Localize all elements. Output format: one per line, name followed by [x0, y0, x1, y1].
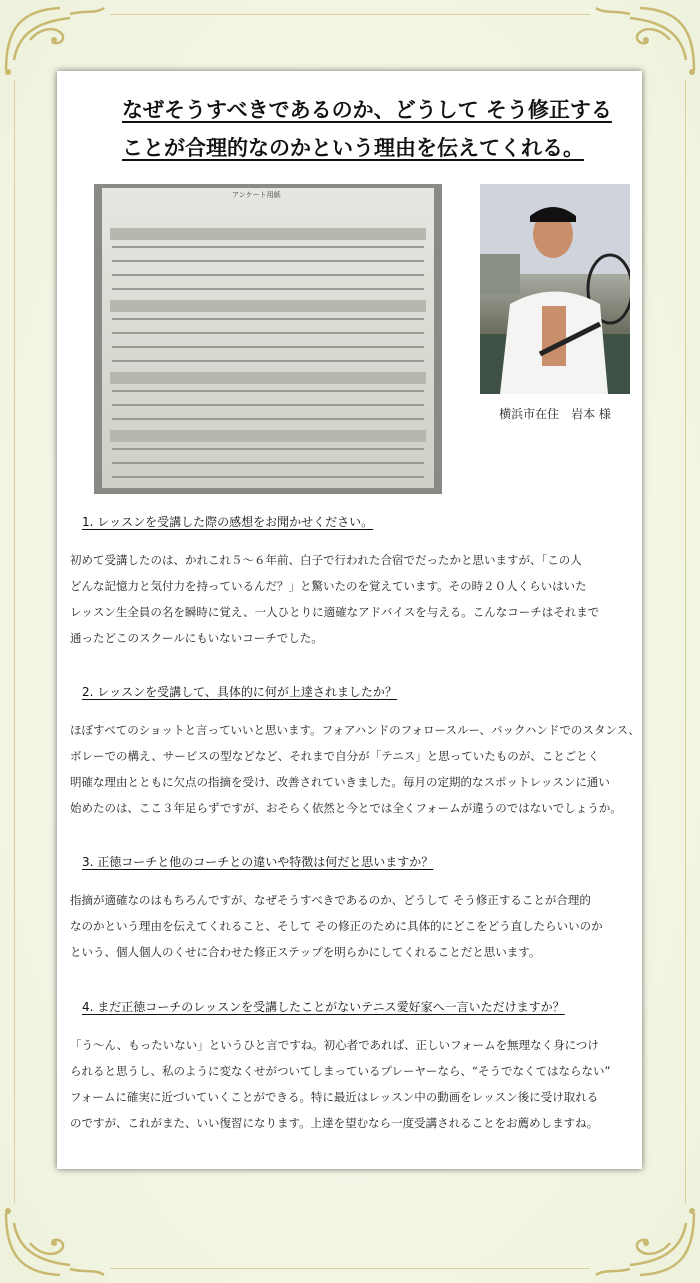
- title-line-2: ことが合理的なのかという理由を伝えてくれる。: [122, 136, 584, 160]
- frame-border: [110, 14, 590, 15]
- answer-line: 初めて受講したのは、かれこれ５～６年前、白子で行われた合宿でだったかと思いますが、「この人: [70, 553, 582, 567]
- corner-ornament-icon: [590, 1203, 700, 1283]
- answer-line: フォームに確実に近づいていくことができる。特に最近はレッスン中の動画をレッスン後に受け取れる: [70, 1090, 599, 1104]
- frame-border: [685, 80, 686, 1203]
- corner-ornament-icon: [590, 0, 700, 80]
- question-2: 2. レッスンを受講して、具体的に何が上達されましたか？: [82, 685, 397, 699]
- question-3: 3. 正徳コーチと他のコーチとの違いや特徴は何だと思いますか？: [82, 855, 434, 869]
- answer-1: [70, 547, 630, 651]
- answer-line: られると思うし、私のように変なくせがついてしまっているプレーヤーなら、“そうでなくてはならない”: [70, 1064, 611, 1078]
- corner-ornament-icon: [0, 0, 110, 80]
- answer-2: [70, 717, 640, 821]
- customer-photo: [480, 184, 630, 394]
- answer-line: ボレーでの構え、サービスの型などなど、それまで自分が「テニス」と思っていたものが、ことごとく: [70, 749, 600, 763]
- answer-line: どんな記憶力と気付力を持っているんだ？」と驚いたのを覚えています。その時２０人くらいはいた: [70, 579, 587, 593]
- answer-line: 指摘が適確なのはもちろんですが、なぜそうすべきであるのか、どうして そう修正することが合理的: [70, 893, 591, 907]
- answer-line: 通ったどこのスクールにもいないコーチでした。: [70, 631, 323, 645]
- content-panel: [57, 71, 642, 1169]
- answer-line: 明確な理由とともに欠点の指摘を受け、改善されていきました。毎月の定期的なスポットレッスンに通い: [70, 775, 610, 789]
- frame-border: [110, 1268, 590, 1269]
- answer-line: ほぼすべてのショットと言っていいと思います。フォアハンドのフォロースルー、バックハンドでのスタンス、: [70, 723, 640, 737]
- page-title: [122, 91, 612, 167]
- answer-line: レッスン生全員の名を瞬時に覚え、一人ひとりに適確なアドバイスを与える。こんなコーチはそれまで: [70, 605, 600, 619]
- answer-line: という、個人個人のくせに合わせた修正ステップを明らかにしてくれることだと思います。: [70, 945, 541, 959]
- survey-title: アンケート用紙: [232, 191, 281, 199]
- survey-sheet-image: [94, 184, 442, 494]
- answer-3: [70, 887, 630, 965]
- answer-line: 「う～ん、もったいない」というひと言ですね。初心者であれば、正しいフォームを無理なく身につけ: [70, 1038, 599, 1052]
- answer-4: [70, 1032, 630, 1136]
- answer-line: 始めたのは、ここ３年足らずですが、おそらく依然と今とでは全くフォームが違うのではないでしょうか。: [70, 801, 622, 815]
- answer-line: なのかという理由を伝えてくれること、そして その修正のために具体的にどこをどう直したらいいのか: [70, 919, 603, 933]
- frame-border: [14, 80, 15, 1203]
- question-4: 4. まだ正徳コーチのレッスンを受講したことがないテニス愛好家へ一言いただけますか？: [82, 1000, 565, 1014]
- answer-line: のですが、これがまた、いい復習になります。上達を望むなら一度受講されることをお薦めしますね。: [70, 1116, 599, 1130]
- question-1: 1. レッスンを受講した際の感想をお聞かせください。: [82, 515, 374, 529]
- title-line-1: なぜそうすべきであるのか、どうして そう修正する: [122, 98, 612, 122]
- corner-ornament-icon: [0, 1203, 110, 1283]
- photo-caption: 横浜市在住 岩本 様: [499, 407, 611, 421]
